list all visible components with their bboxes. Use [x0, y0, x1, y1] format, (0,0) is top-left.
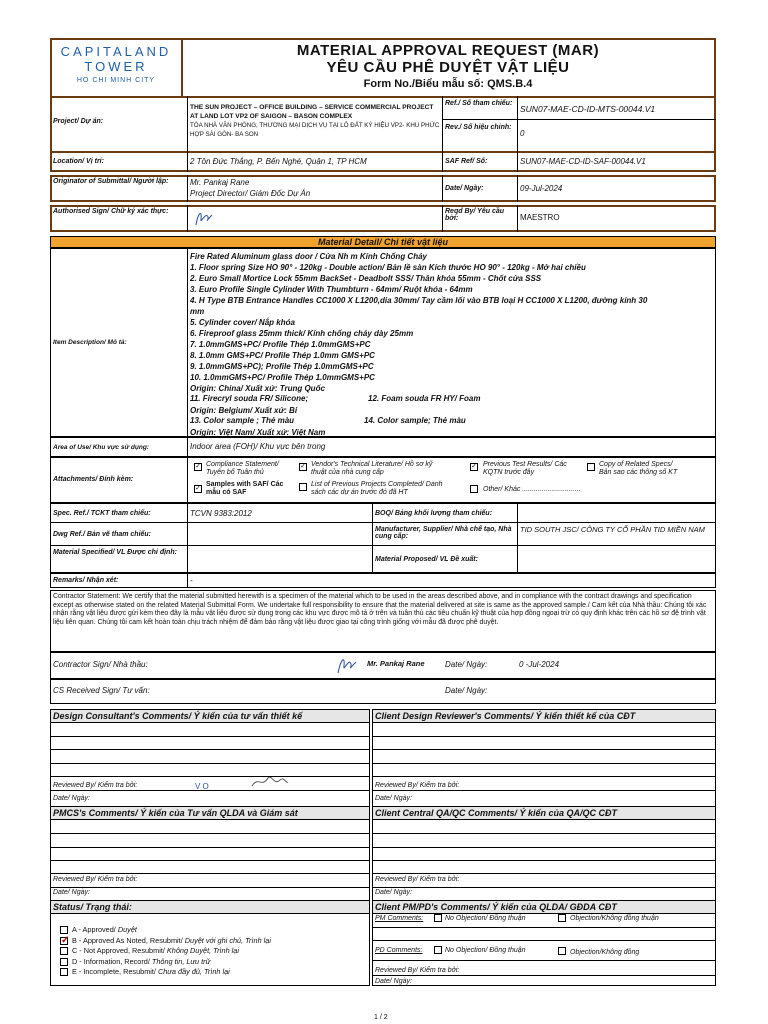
ref-label: Ref./ Số tham chiếu: [445, 100, 513, 107]
attachment-text: Bản sao các thông số KT [599, 469, 678, 476]
divider [50, 522, 716, 523]
cd-date-label: Date/ Ngày: [375, 795, 412, 802]
divider [187, 205, 188, 232]
qa-date-label: Date/ Ngày: [375, 889, 412, 896]
dc-reviewer-signature [250, 774, 290, 790]
rule-line [50, 887, 370, 888]
item-line: Fire Rated Aluminum glass door / Cửa Nh m Kính Chống Cháy [190, 252, 427, 261]
item-line: 1. Floor spring Size HO 90° - 120kg - Double action/ Bản lề sàn Kích thước HO 90° - 120kg - Mở hai chiều [190, 263, 586, 272]
form-number: Form No./Biểu mẫu số: QMS.B.4 [363, 78, 533, 90]
divider [517, 96, 518, 153]
divider [442, 205, 443, 232]
pm-no-objection-checkbox[interactable] [434, 914, 442, 922]
attachment-text: Samples with SAF/ Các [206, 481, 284, 488]
status-heading: Status/ Trạng thái: [50, 900, 370, 914]
status-option-code: B - Approved As Noted, Resubmit/ [72, 935, 185, 945]
contractor-date-value: 0 -Jul-2024 [519, 660, 560, 669]
divider [187, 457, 188, 503]
status-option-checkbox[interactable]: ✓ [61, 934, 70, 946]
rule-line [372, 736, 716, 737]
remarks-label: Remarks/ Nhận xét: [53, 577, 119, 584]
divider [50, 545, 716, 546]
client-pm-heading: Client PM/PD's Comments/ Ý kiến của QLDA/ GĐDA CĐT [372, 900, 716, 914]
attachment-text: Compliance Statement/ [206, 461, 279, 468]
reqd-label: Reqd By/ Yêu cầu bởi: [445, 208, 505, 222]
divider [187, 248, 188, 437]
attachment-text: KQTN trước đây [483, 469, 535, 476]
remarks-box [50, 573, 716, 588]
cs-received-box [50, 679, 716, 704]
cs-received-label: CS Received Sign/ Tư vấn: [53, 686, 150, 695]
status-option-meaning: Chưa đầy đủ, Trình lại [157, 967, 230, 976]
pm-objection-checkbox[interactable] [558, 914, 566, 922]
attachment-text: sách các dự án trước đó đã HT [311, 489, 408, 496]
attachment-checkbox[interactable]: ✓ [471, 463, 477, 470]
mfr-label: Manufacturer, Supplier/ Nhà chế tạo, Nhà cung cấp: [375, 526, 512, 540]
pmcs-date-label: Date/ Ngày: [53, 889, 90, 896]
location-value: 2 Tôn Đức Thắng, P. Bến Nghé, Quận 1, TP HCM [190, 157, 367, 166]
item-line: 5. Cylinder cover/ Nắp khóa [190, 318, 295, 327]
rule-line [372, 847, 716, 848]
attachment-text: Tuyên bố Tuân thủ [206, 469, 264, 476]
divider [442, 151, 443, 172]
pd-no-objection-checkbox[interactable] [434, 946, 442, 954]
pm-comments-label: PM Comments: [375, 915, 424, 922]
pd-objection-checkbox[interactable] [558, 947, 566, 955]
dc-date-label: Date/ Ngày: [53, 795, 90, 802]
status-option-meaning: Không Duyệt, Trình lại [166, 946, 239, 955]
design-consultant-heading: Design Consultant's Comments/ Ý kiến của tư vấn thiết kế [50, 709, 370, 723]
status-option-checkbox[interactable] [60, 968, 68, 976]
status-option-label [72, 967, 230, 976]
authorised-signature [192, 207, 216, 229]
contractor-date-label: Date/ Ngày: [445, 660, 488, 669]
item-line-12: 12. Foam souda FR HY/ Foam [368, 394, 481, 403]
pm-date-label: Date/ Ngày: [375, 978, 412, 985]
attachment-checkbox[interactable]: ✓ [195, 485, 201, 492]
attachment-text: Copy of Related Specs/ [599, 461, 673, 468]
pm-reviewed-label: Reviewed By/ Kiểm tra bởi: [375, 967, 460, 974]
status-option-code: A - Approved/ [72, 925, 118, 934]
divider [442, 175, 443, 202]
rule-line [372, 975, 716, 976]
divider [187, 573, 188, 588]
rule-line [372, 833, 716, 834]
attachment-label [311, 481, 443, 497]
attachment-checkbox[interactable]: ✓ [300, 463, 306, 470]
logo-line1: CAPITALAND [60, 44, 172, 59]
rule-line [372, 873, 716, 874]
item-line: 2. Euro Small Mortice Lock 55mm BackSet - Deadbolt SSS/ Thân khóa 55mm - Chốt cửa SSS [190, 274, 542, 283]
rule-line [372, 860, 716, 861]
saf-label: SAF Ref/ Số: [445, 158, 488, 165]
remarks-value: - [190, 576, 193, 585]
rule-line [372, 960, 716, 961]
rule-line [50, 833, 370, 834]
originator-label: Originator of Submittal/ Người lập: [53, 178, 169, 185]
project-label: Project/ Dự án: [53, 118, 104, 125]
divider [187, 503, 188, 573]
divider [517, 205, 518, 232]
status-option-meaning: Duyệt [117, 925, 137, 934]
authorised-label: Authorised Sign/ Chữ ký xác thực: [53, 208, 169, 215]
project-value [190, 103, 440, 139]
saf-value: SUN07-MAE-CD-ID-SAF-00044.V1 [520, 157, 646, 166]
cs-date-label: Date/ Ngày: [445, 686, 488, 695]
divider [517, 503, 518, 573]
attachment-label [483, 461, 567, 477]
status-option-checkbox[interactable] [60, 947, 68, 955]
item-line: 7. 1.0mmGMS+PC/ Profile Thép 1.0mmGMS+PC [190, 340, 371, 349]
rule-line [50, 736, 370, 737]
attachment-checkbox[interactable]: ✓ [195, 463, 201, 470]
spec-label: Spec. Ref./ TCKT tham chiếu: [53, 510, 151, 517]
attachment-text: thuật của nhà cung cấp [311, 469, 384, 476]
attachment-text: List of Previous Projects Completed/ Danh [311, 481, 443, 488]
area-box [50, 437, 716, 457]
divider [517, 151, 518, 172]
status-option-code: E - Incomplete, Resubmit/ [72, 967, 158, 976]
material-detail-bar: Material Detail/ Chi tiết vật liệu [50, 236, 716, 248]
attachment-label [483, 486, 581, 494]
rule-line [372, 790, 716, 791]
rule-line [372, 887, 716, 888]
logo-line3: HO CHI MINH CITY [76, 77, 156, 84]
dc-reviewer-marks: V O [195, 782, 209, 791]
attachment-checkbox[interactable] [470, 485, 478, 493]
pm-objection-label: Objection/Không đồng thuận [570, 915, 659, 922]
item-line: Origin: China/ Xuất xứ: Trung Quốc [190, 384, 325, 393]
rev-value: 0 [520, 129, 525, 138]
logo [52, 44, 180, 84]
rule-line [372, 763, 716, 764]
client-qa-heading: Client Central QA/QC Comments/ Ý kiến của QA/QC CĐT [372, 806, 716, 820]
attachment-label [206, 461, 279, 477]
rule-line [372, 927, 716, 928]
area-label: Area of Use/ Khu vực sử dụng: [53, 444, 149, 451]
item-line: 10. 1.0mmGMS+PC/ Profile Thép 1.0mmGMS+PC [190, 373, 375, 382]
contractor-statement: Contractor Statement: We certify that the material submitted herewith is a specimen of the material which to be used in the areas described above, and in compliance with the contract drawings and specification except as otherwise stated on the related Material Submittal Form. We undertake full responsibility to ensure that the material delivered at site is same as the approved sample./ Cam kết của Nhà thầu: Chúng tôi xác nhận rằng vật liệu được gửi kèm theo đây là mẫu vật liệu được sử dụng trong các khu vực được mô tả ở trên và tuân thủ các tiêu chuẩn kỹ thuật của hợp đồng ngoại trừ có quy định khác trên các hồ sơ đệ trình vật liệu liên quan. Chúng tôi cam kết hoàn toàn chịu trách nhiệm để đảm bảo rằng vật liệu được giao tại công trình giống với mẫu đã được phê duyệt. [53, 593, 707, 626]
item-line: 8. 1.0mm GMS+PC/ Profile Thép 1.0mm GMS+PC [190, 351, 375, 360]
reqd-value: MAESTRO [520, 213, 560, 222]
item-line: 9. 1.0mmGMS+PC); Profile Thép 1.0mmGMS+PC [190, 362, 374, 371]
attachment-text: Vendor's Technical Literature/ Hồ sơ kỹ [311, 461, 433, 468]
pd-comments-label: PD Comments: [375, 947, 423, 954]
status-option-label [72, 957, 210, 966]
item-origin-vietnam: Origin: Việt Nam/ Xuất xứ: Việt Nam [190, 428, 326, 437]
area-value: Indoor area (FOH)/ Khu vực bên trong [190, 442, 326, 451]
status-option-label [72, 925, 137, 934]
contractor-sign-name: Mr. Pankaj Rane [367, 659, 425, 668]
pd-objection-label: Objection/Không đồng [570, 949, 640, 956]
divider [442, 119, 716, 120]
item-line: 4. H Type BTB Entrance Handles CC1000 X L1200,dia 30mm/ Tay cầm lối vào BTB loại H CC1000 X L1200, đường kính 30 [190, 296, 648, 305]
originator-role: Project Director/ Giám Đốc Dự Án [190, 189, 311, 198]
divider [187, 151, 188, 172]
item-line-11: 11. Firecryl souda FR/ Silicone; [190, 394, 309, 403]
logo-line2: TOWER [84, 59, 148, 74]
item-line: 3. Euro Profile Single Cylinder With Thumbturn - 64mm/ Ruột khóa - 64mm [190, 285, 473, 294]
ref-value: SUN07-MAE-CD-ID-MTS-00044.V1 [520, 104, 656, 114]
rule-line [372, 940, 716, 941]
rev-label: Rev./ Số hiệu chỉnh: [445, 124, 512, 131]
dwg-label: Dwg Ref./ Bản vẽ tham chiếu: [53, 531, 152, 538]
attachment-text: Other/ Khác .............................. [483, 486, 581, 493]
mat-specified-label: Material Specified/ VL Được chỉ định: [53, 549, 177, 556]
item-description [190, 251, 714, 438]
rule-line [50, 860, 370, 861]
divider [517, 175, 518, 202]
mat-proposed-label: Material Proposed/ VL Đề xuất: [375, 556, 478, 563]
attachment-text: mẫu có SAF [206, 489, 247, 496]
client-design-heading: Client Design Reviewer's Comments/ Ý kiến thiết kế của CĐT [372, 709, 716, 723]
attachment-checkbox[interactable] [299, 483, 307, 491]
pm-no-objection-label: No Objection/ Đồng thuận [445, 915, 526, 922]
attachment-checkbox[interactable] [587, 463, 595, 471]
cd-reviewed-label: Reviewed By/ Kiểm tra bởi: [375, 782, 460, 789]
qa-reviewed-label: Reviewed By/ Kiểm tra bởi: [375, 876, 460, 883]
rule-line [50, 847, 370, 848]
rule-line [50, 873, 370, 874]
contractor-sign-label: Contractor Sign/ Nhà thầu: [53, 660, 148, 669]
date-value: 09-Jul-2024 [520, 184, 563, 193]
status-option-code: C - Not Approved, Resubmit/ [72, 946, 167, 955]
status-option-meaning: Duyệt với ghi chú, Trình lại [184, 935, 271, 945]
status-option-label [72, 936, 271, 945]
rule-line [372, 749, 716, 750]
attachments-label: Attachments/ Đính kèm: [53, 476, 134, 483]
attachment-text: Previous Test Results/ Các [483, 461, 567, 468]
status-option-checkbox[interactable] [60, 926, 68, 934]
divider [442, 96, 443, 153]
mfr-value: TID SOUTH JSC/ CÔNG TY CỔ PHẦN TID MIỀN NAM [520, 525, 705, 534]
contractor-signature [334, 653, 360, 677]
item-origin-belgium: Origin: Belgium/ Xuất xứ: Bỉ [190, 406, 298, 415]
project-value-vi: TÒA NHÀ VĂN PHÒNG, THƯƠNG MẠI DỊCH VỤ TẠI LÔ ĐẤT KÝ HIỆU VP2- KHU PHỨC HỢP SÀI GÒN- BA SON [190, 122, 440, 138]
title-vi: YÊU CẦU PHÊ DUYỆT VẬT LIỆU [326, 59, 570, 76]
status-option-checkbox[interactable] [60, 958, 68, 966]
boq-label: BOQ/ Bảng khối lượng tham chiếu: [375, 510, 493, 517]
attachment-label [599, 461, 677, 477]
originator-name: Mr. Pankaj Rane [190, 178, 250, 187]
pmcs-reviewed-label: Reviewed By/ Kiểm tra bởi: [53, 876, 138, 883]
rule-line [50, 776, 370, 777]
divider [187, 96, 188, 153]
pmcs-heading: PMCS's Comments/ Ý kiến của Tư vấn QLDA và Giám sát [50, 806, 370, 820]
item-line: mm [190, 307, 205, 316]
item-line-13: 13. Color sample ; Thẻ màu [190, 416, 295, 425]
status-option-meaning: Thông tin, Lưu trữ [151, 956, 211, 966]
spec-value: TCVN 9383:2012 [190, 509, 252, 518]
date-label: Date/ Ngày: [445, 185, 484, 192]
location-label: Location/ Vị trí: [53, 158, 104, 165]
pd-no-objection-label: No Objection/ Đồng thuận [445, 947, 526, 954]
divider [187, 437, 188, 457]
item-label: Item Description/ Mô tả: [53, 339, 127, 346]
item-line: 6. Fireproof glass 25mm thick/ Kính chống cháy dày 25mm [190, 329, 414, 338]
status-option-label [72, 946, 239, 955]
attachment-label [206, 481, 283, 497]
item-line-14: 14. Color sample; Thẻ màu [364, 416, 466, 425]
dc-reviewed-label: Reviewed By/ Kiểm tra bởi: [53, 782, 138, 789]
status-option-code: D - Information, Record/ [72, 956, 152, 966]
title-block [182, 42, 714, 90]
divider [372, 503, 373, 573]
rule-line [372, 776, 716, 777]
rule-line [50, 749, 370, 750]
rule-line [50, 763, 370, 764]
project-value-en: THE SUN PROJECT – OFFICE BUILDING – SERVICE COMMERCIAL PROJECT AT LAND LOT VP2 OF SAIGON – BASON COMPLEX [190, 104, 434, 120]
page-number: 1 / 2 [374, 1014, 388, 1021]
title-en: MATERIAL APPROVAL REQUEST (MAR) [296, 42, 600, 59]
divider [187, 175, 188, 202]
rule-line [50, 790, 370, 791]
attachment-label [311, 461, 432, 477]
